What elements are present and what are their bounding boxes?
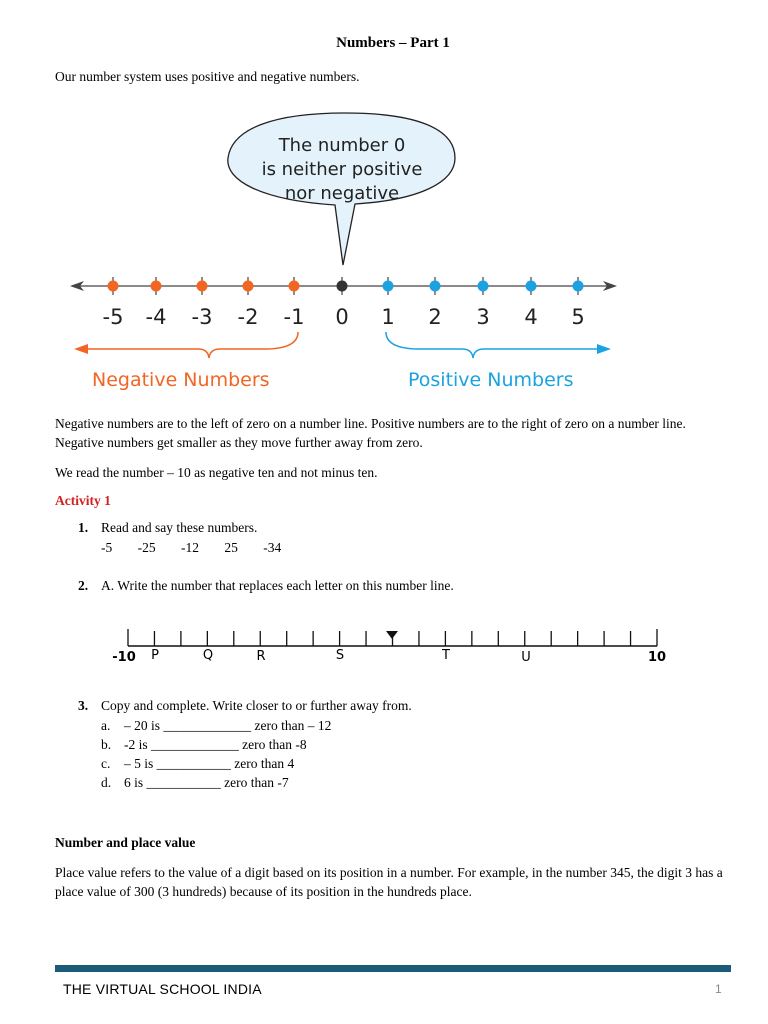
ruler-letter-p: P	[151, 648, 159, 663]
bubble-line-1: The number 0	[278, 135, 406, 156]
q1-value: -5	[101, 540, 113, 555]
paragraph-3: Place value refers to the value of a digit based on its position in a number. For example, in the number 345, the digit 3 has a place value of 300 (3 hundreds) because of its position in the hundreds place.	[55, 865, 723, 899]
number-line-label: 3	[476, 305, 490, 329]
number-line-label: -1	[283, 305, 305, 329]
q3-item-b	[101, 737, 307, 753]
number-line-label: 4	[524, 305, 538, 329]
number-line-label: -5	[102, 305, 124, 329]
ruler-letter-t: T	[442, 648, 450, 663]
number-line-point	[337, 281, 348, 292]
number-line-point	[197, 281, 208, 292]
ruler-letter-u: U	[521, 650, 531, 665]
activity-title: Activity 1	[55, 493, 111, 508]
q3-item-text: -2 is _____________ zero than -8	[124, 737, 307, 752]
q3-item-c	[101, 756, 294, 772]
page-title: Numbers – Part 1	[336, 35, 450, 51]
question-2	[0, 578, 768, 598]
positive-brace	[386, 332, 598, 358]
ruler-number-line	[100, 620, 690, 675]
positive-label: Positive Numbers	[408, 369, 574, 391]
ruler-end-right: 10	[647, 650, 667, 665]
number-line-point	[383, 281, 394, 292]
q3-item-text: 6 is ___________ zero than -7	[124, 775, 289, 790]
number-line-point	[478, 281, 489, 292]
q1-value: -25	[137, 540, 156, 555]
paragraph-1: Negative numbers are to the left of zero on a number line. Positive numbers are to the right of zero on a number line. Negative numbers get smaller as they move further away from zero.	[55, 416, 686, 450]
q1-value: 25	[224, 540, 238, 555]
ruler-letter-q: Q	[202, 648, 214, 663]
q3-item-d	[101, 775, 289, 791]
number-line-point	[430, 281, 441, 292]
q3-item-letter: d.	[101, 775, 112, 790]
marker-triangle-icon	[386, 631, 398, 639]
number-line-label: -2	[237, 305, 259, 329]
page-number: 1	[715, 982, 722, 996]
negative-brace	[88, 332, 298, 358]
paragraph-2: We read the number – 10 as negative ten and not minus ten.	[55, 465, 378, 480]
footer-school-name: THE VIRTUAL SCHOOL INDIA	[63, 981, 262, 997]
ruler-letter-r: R	[256, 649, 266, 664]
question-1-values	[101, 540, 303, 556]
q3-item-text: – 5 is ___________ zero than 4	[124, 756, 295, 771]
ruler-end-left: -10	[112, 650, 136, 665]
number-line-label: -3	[191, 305, 213, 329]
q3-item-a	[101, 718, 331, 734]
question-1-text: Read and say these numbers.	[101, 520, 258, 535]
question-1	[0, 520, 768, 560]
q3-item-letter: c.	[101, 756, 111, 771]
negative-arrow-icon	[74, 344, 88, 354]
bubble-line-3: nor negative	[284, 183, 400, 204]
positive-arrow-icon	[597, 344, 611, 354]
question-3-text: Copy and complete. Write closer to or further away from.	[101, 698, 412, 713]
number-line-point	[243, 281, 254, 292]
ruler-letter-s: S	[335, 648, 345, 663]
number-line-point	[573, 281, 584, 292]
number-line-label: 5	[571, 305, 585, 329]
number-line-figure	[60, 110, 630, 400]
negative-label: Negative Numbers	[92, 369, 270, 391]
q3-item-letter: b.	[101, 737, 112, 752]
number-line-label: 1	[381, 305, 395, 329]
bubble-line-2: is neither positive	[261, 159, 423, 180]
number-line-label: -4	[145, 305, 167, 329]
q3-item-text: – 20 is _____________ zero than – 12	[124, 718, 332, 733]
question-2-text: A. Write the number that replaces each letter on this number line.	[101, 578, 454, 593]
section-title-place-value: Number and place value	[55, 835, 196, 850]
number-line-point	[108, 281, 119, 292]
question-3-number: 3.	[78, 698, 89, 713]
question-1-number: 1.	[78, 520, 89, 535]
footer-bar	[55, 965, 731, 972]
q3-item-letter: a.	[101, 718, 111, 733]
number-line-label: 0	[335, 305, 349, 329]
intro-text: Our number system uses positive and negative numbers.	[55, 69, 360, 84]
number-line-point	[289, 281, 300, 292]
q1-value: -12	[181, 540, 199, 555]
question-3	[0, 698, 768, 798]
q1-value: -34	[263, 540, 282, 555]
number-line-point	[151, 281, 162, 292]
number-line-point	[526, 281, 537, 292]
question-2-number: 2.	[78, 578, 89, 593]
number-line-label: 2	[428, 305, 442, 329]
